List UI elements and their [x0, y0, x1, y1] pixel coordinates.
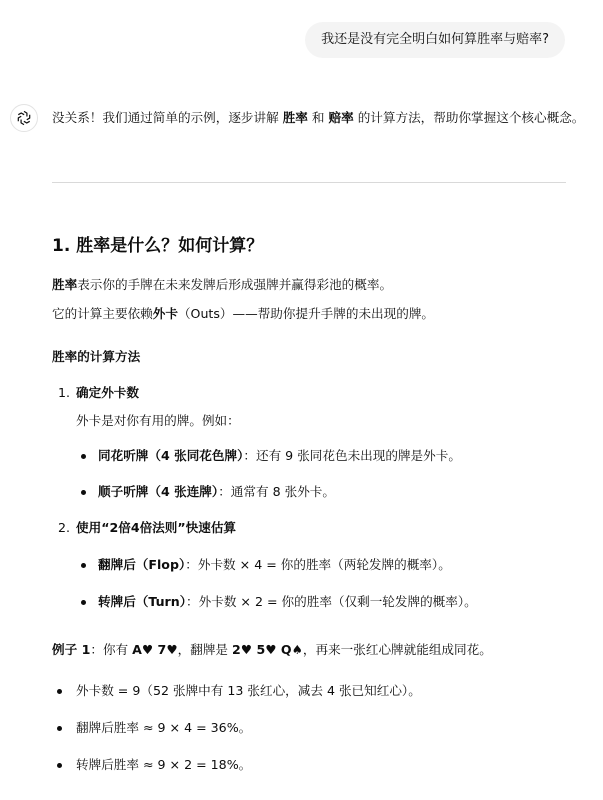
example-bullet: 外卡数 = 9（52 张牌中有 13 张红心，减去 4 张已知红心）。 [76, 683, 421, 698]
list-item-bold: 同花听牌（4 张同花色牌） [98, 448, 244, 463]
definition-paragraph [52, 276, 392, 294]
step-number: 2. [58, 520, 71, 535]
example-bullet: 翻牌后胜率 ≈ 9 × 4 = 36%。 [76, 720, 252, 735]
bullet-dot [57, 763, 62, 768]
definition-bold: 胜率 [52, 277, 78, 292]
step-title: 使用“2倍4倍法则”快速估算 [76, 520, 237, 535]
example-label: 例子 1 [52, 642, 91, 657]
example-text: ，翻牌是 [177, 642, 233, 657]
example-hand: A♥ 7♥ [132, 642, 178, 657]
bullet-dot [81, 490, 86, 495]
list-item-bold: 顺子听牌（4 张连牌） [98, 484, 219, 499]
list-item [98, 593, 477, 611]
definition-text: 表示你的手牌在未来发牌后形成强牌并赢得彩池的概率。 [77, 277, 393, 292]
intro-text: 和 [307, 110, 329, 125]
example-flop: 2♥ 5♥ Q♠ [232, 642, 303, 657]
list-item-bold: 翻牌后（Flop） [98, 557, 186, 572]
intro-bold-winrate: 胜率 [282, 110, 308, 125]
openai-logo-icon [15, 109, 33, 127]
bullet-dot [81, 600, 86, 605]
list-item-text: ：外卡数 × 2 = 你的胜率（仅剩一轮发牌的概率）。 [186, 594, 477, 609]
bullet-dot [81, 454, 86, 459]
list-item-text: ：还有 9 张同花色未出现的牌是外卡。 [243, 448, 461, 463]
example-paragraph [52, 641, 492, 659]
list-item [98, 556, 451, 574]
step-title: 确定外卡数 [76, 385, 139, 400]
method-subheading: 胜率的计算方法 [52, 349, 141, 364]
example-text: ，再来一张红心牌就能组成同花。 [302, 642, 492, 657]
step-number: 1. [58, 385, 71, 400]
step-description: 外卡是对你有用的牌。例如： [76, 413, 240, 428]
list-item-text: ：通常有 8 张外卡。 [218, 484, 335, 499]
bullet-dot [81, 563, 86, 568]
outs-paragraph [52, 305, 434, 323]
outs-text: （Outs）——帮助你提升手牌的未出现的牌。 [177, 306, 435, 321]
example-text: ：你有 [90, 642, 133, 657]
intro-text: 的计算方法，帮助你掌握这个核心概念。 [353, 110, 585, 125]
assistant-avatar [10, 104, 38, 132]
bullet-dot [57, 689, 62, 694]
list-item-bold: 转牌后（Turn） [98, 594, 187, 609]
bullet-dot [57, 726, 62, 731]
example-bullet: 转牌后胜率 ≈ 9 × 2 = 18%。 [76, 757, 252, 772]
list-item [98, 447, 461, 465]
list-item [98, 483, 335, 501]
outs-text: 它的计算主要依赖 [52, 306, 153, 321]
user-message-bubble: 我还是没有完全明白如何算胜率与赔率? [305, 22, 565, 58]
outs-bold: 外卡 [152, 306, 178, 321]
section-divider [52, 182, 566, 183]
list-item-text: ：外卡数 × 4 = 你的胜率（两轮发牌的概率）。 [185, 557, 451, 572]
intro-text: 没关系！我们通过简单的示例，逐步讲解 [52, 110, 283, 125]
assistant-intro [52, 109, 584, 127]
section-heading: 1. 胜率是什么？如何计算？ [52, 236, 264, 256]
intro-bold-odds: 赔率 [328, 110, 354, 125]
